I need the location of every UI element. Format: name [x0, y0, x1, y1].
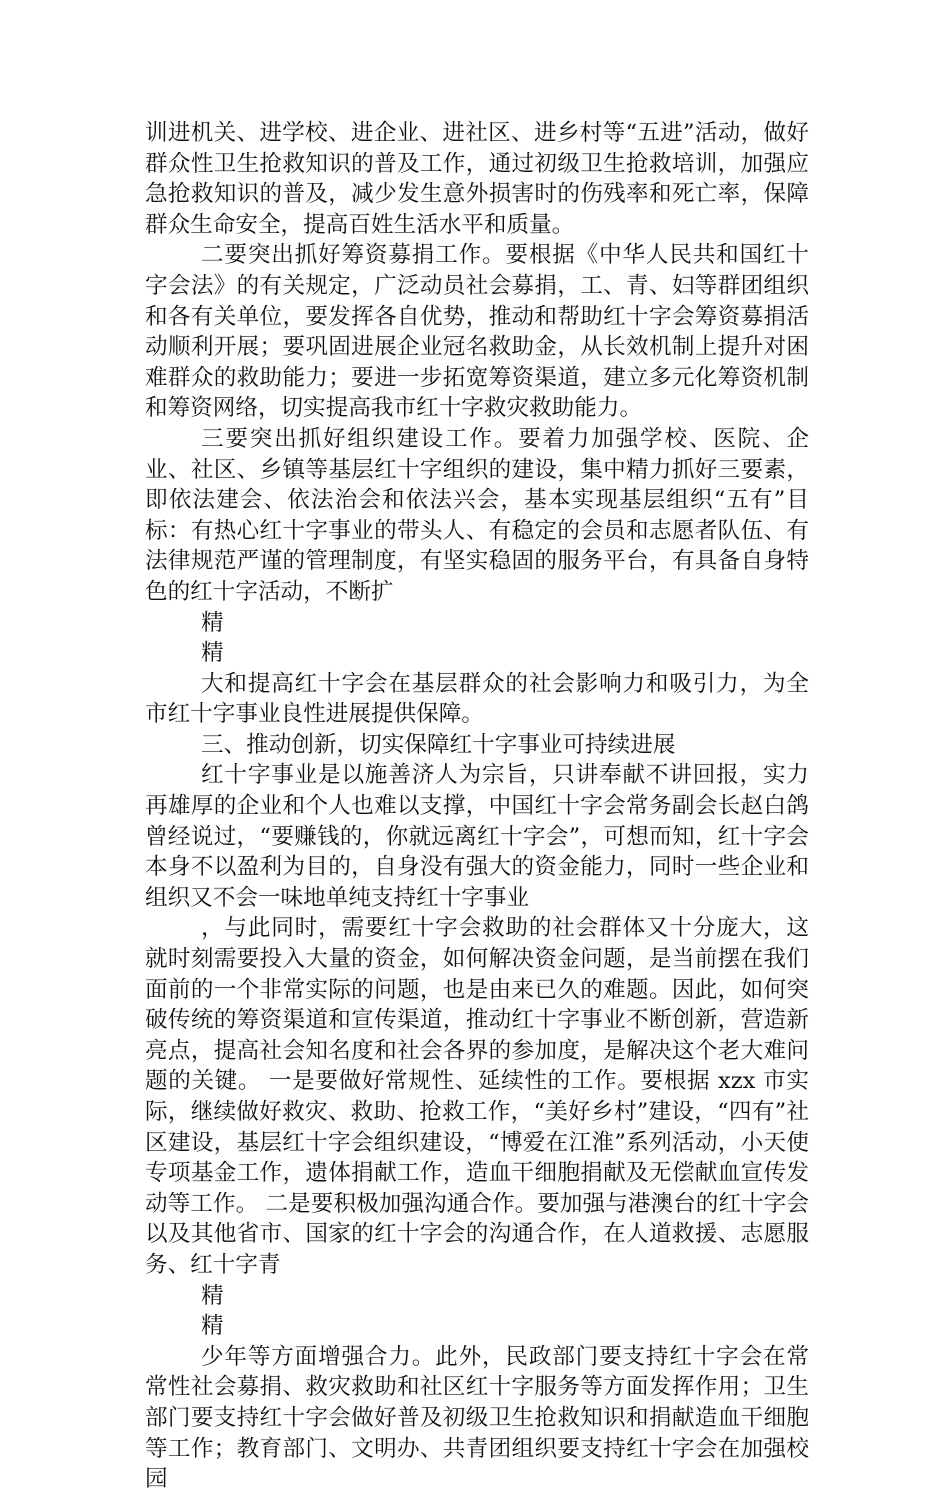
- page-marker: 精: [201, 640, 224, 667]
- page-marker: 精: [201, 1313, 224, 1340]
- page-marker: 精: [201, 609, 224, 636]
- page-marker: 精: [201, 1282, 224, 1309]
- paragraph-departments: 少年等方面增强合力。此外，民政部门要支持红十字会在常常性社会募捐、救灾救助和社区红十字服务等方面发挥作用；卫生部门要支持红十字会做好普及初级卫生抢救知识和捐献造血干细胞等工作；教育部门、文明办、共青团组织要支持红十字会在加强校园: [145, 1343, 809, 1493]
- paragraph-funding-problem: ，与此同时，需要红十字会救助的社会群体又十分庞大，这就时刻需要投入大量的资金，如何解决资金问题，是当前摆在我们面前的一个非常实际的问题，也是由来已久的难题。因此，如何突破传统的筹资渠道和宣传渠道，推动红十字事业不断创新，营造新亮点，提高社会知名度和社会各界的参加度，是解决这个老大难问题的关键。 一是要做好常规性、延续性的工作。要根据 xzx 市实际，继续做好救灾、救助、抢救工作，“美好乡村”建设，“四有”社区建设，基层红十字会组织建设，“博爱在江淮”系列活动，小天使专项基金工作，遗体捐献工作，造血干细胞捐献及无偿献血宣传发动等工作。 二是要积极加强沟通合作。要加强与港澳台的红十字会以及其他省市、国家的红十字会的沟通合作，在人道救援、志愿服务、红十字青: [145, 915, 809, 1278]
- paragraph-five-entries: 训进机关、进学校、进企业、进社区、进乡村等“五进”活动，做好群众性卫生抢救知识的普及工作，通过初级卫生抢救培训，加强应急抢救知识的普及，减少发生意外损害时的伤残率和死亡率，保障群众生命安全，提高百姓生活水平和质量。: [145, 120, 809, 238]
- document-page: [145, 118, 809, 1495]
- section-heading-innovation: 三、推动创新，切实保障红十字事业可持续进展: [201, 731, 676, 758]
- paragraph-mission: 红十字事业是以施善济人为宗旨，只讲奉献不讲回报，实力再雄厚的企业和个人也难以支撑，中国红十字会常务副会长赵白鸽曾经说过，“要赚钱的，你就远离红十字会”，可想而知，红十字会本身不以盈利为目的，自身没有强大的资金能力，同时一些企业和组织又不会一味地单纯支持红十字事业: [145, 762, 809, 911]
- paragraph-influence: 大和提高红十字会在基层群众的社会影响力和吸引力，为全市红十字事业良性进展提供保障。: [145, 670, 809, 728]
- paragraph-fundraising: 二要突出抓好筹资募捐工作。要根据《中华人民共和国红十字会法》的有关规定，广泛动员社会募捐，工、青、妇等群团组织和各有关单位，要发挥各自优势，推动和帮助红十字会筹资募捐活动顺利开展；要巩固进展企业冠名救助金，从长效机制上提升对困难群众的救助能力；要进一步拓宽筹资渠道，建立多元化筹资机制和筹资网络，切实提高我市红十字救灾救助能力。: [145, 242, 809, 422]
- paragraph-organization-building: 三要突出抓好组织建设工作。要着力加强学校、医院、企业、社区、乡镇等基层红十字组织的建设，集中精力抓好三要素，即依法建会、依法治会和依法兴会，基本实现基层组织“五有”目标：有热心红十字事业的带头人、有稳定的会员和志愿者队伍、有法律规范严谨的管理制度，有坚实稳固的服务平台，有具备自身特色的红十字活动，不断扩: [145, 425, 809, 605]
